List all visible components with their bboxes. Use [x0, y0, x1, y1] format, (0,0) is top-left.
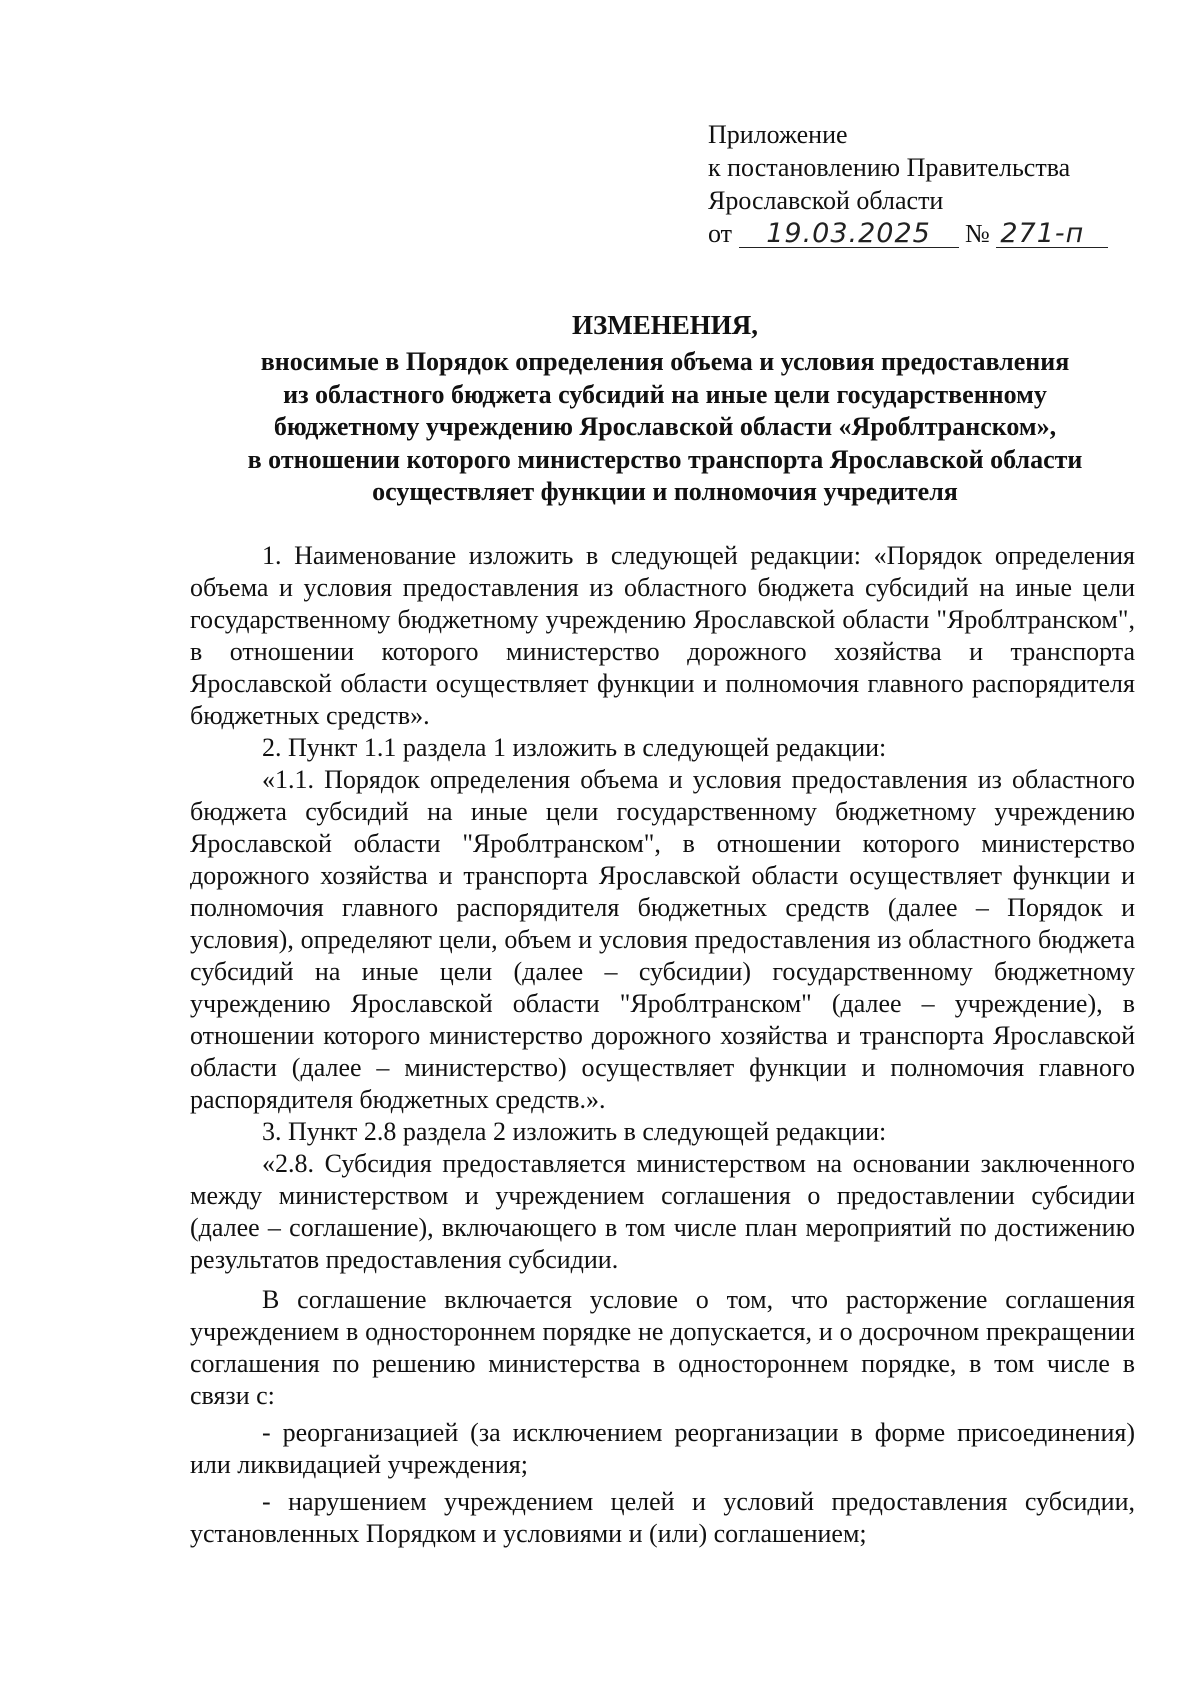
appendix-header [708, 118, 1108, 250]
date-prefix: от [708, 219, 733, 248]
subtitle-line: в отношении которого министерство транспорта Ярославской области [247, 444, 1083, 474]
paragraph-7: - реорганизацией (за исключением реорганизации в форме присоединения) или ликвидацией учреждения; [190, 1418, 1135, 1479]
paragraph-2: 2. Пункт 1.1 раздела 1 изложить в следующей редакции: [262, 733, 887, 762]
paragraph-5: «2.8. Субсидия предоставляется министерством на основании заключенного между министерством и учреждением соглашения о предоставлении субсидии (далее – соглашение), включающего в том числе план мероприятий по достижению результатов предоставления субсидии. [190, 1149, 1135, 1274]
subtitle-line: осуществляет функции и полномочия учредителя [372, 477, 958, 506]
paragraph-1: 1. Наименование изложить в следующей редакции: «Порядок определения объема и условия предоставления из областного бюджета субсидий на иные цели государственному бюджетному учреждению Ярославской области "Яроблтранском", в отношении которого министерство дорожного хозяйства и транспорта Ярославской области осуществляет функции и полномочия главного распорядителя бюджетных средств». [190, 541, 1135, 730]
subtitle-line: из областного бюджета субсидий на иные цели государственному [283, 379, 1047, 409]
paragraph-4: 3. Пункт 2.8 раздела 2 изложить в следующей редакции: [262, 1117, 887, 1146]
title-heading: ИЗМЕНЕНИЯ, [571, 310, 758, 340]
number-prefix: № [965, 219, 990, 248]
appendix-label: Приложение [708, 120, 848, 149]
subtitle-line: бюджетному учреждению Ярославской области «Яроблтранском», [273, 412, 1057, 441]
paragraph-6: В соглашение включается условие о том, что расторжение соглашения учреждением в одностороннем порядке не допускается, и о досрочном прекращении соглашения по решению министерства в одностороннем порядке, в том числе в связи с: [190, 1285, 1135, 1410]
paragraph-8: - нарушением учреждением целей и условий предоставления субсидии, установленных Порядком и условиями и (или) соглашением; [190, 1487, 1135, 1548]
appendix-region: Ярославской области [708, 186, 944, 215]
handwritten-number: 271-п [996, 221, 1108, 248]
appendix-resolution: к постановлению Правительства [708, 153, 1071, 182]
paragraph-3: «1.1. Порядок определения объема и условия предоставления из областного бюджета субсидий на иные цели государственному бюджетному учреждению Ярославской области "Яроблтранском", в отношении которого министерство дорожного хозяйства и транспорта Ярославской области осуществляет функции и полномочия главного распорядителя бюджетных средств (далее – Порядок и условия), определяют цели, объем и условия предоставления из областного бюджета субсидий на иные цели (далее – субсидии) государственному бюджетному учреждению Ярославской области "Яроблтранском" (далее – учреждение), в отношении которого министерство дорожного хозяйства и транспорта Ярославской области (далее – министерство) осуществляет функции и полномочия главного распорядителя бюджетных средств.». [190, 765, 1135, 1114]
title-subtitle [180, 346, 1150, 509]
document-body [190, 540, 1135, 1550]
subtitle-line: вносимые в Порядок определения объема и условия предоставления [260, 347, 1070, 376]
appendix-date-number [708, 217, 1108, 250]
document-title [180, 308, 1150, 509]
handwritten-date: 19.03.2025 [739, 221, 959, 248]
